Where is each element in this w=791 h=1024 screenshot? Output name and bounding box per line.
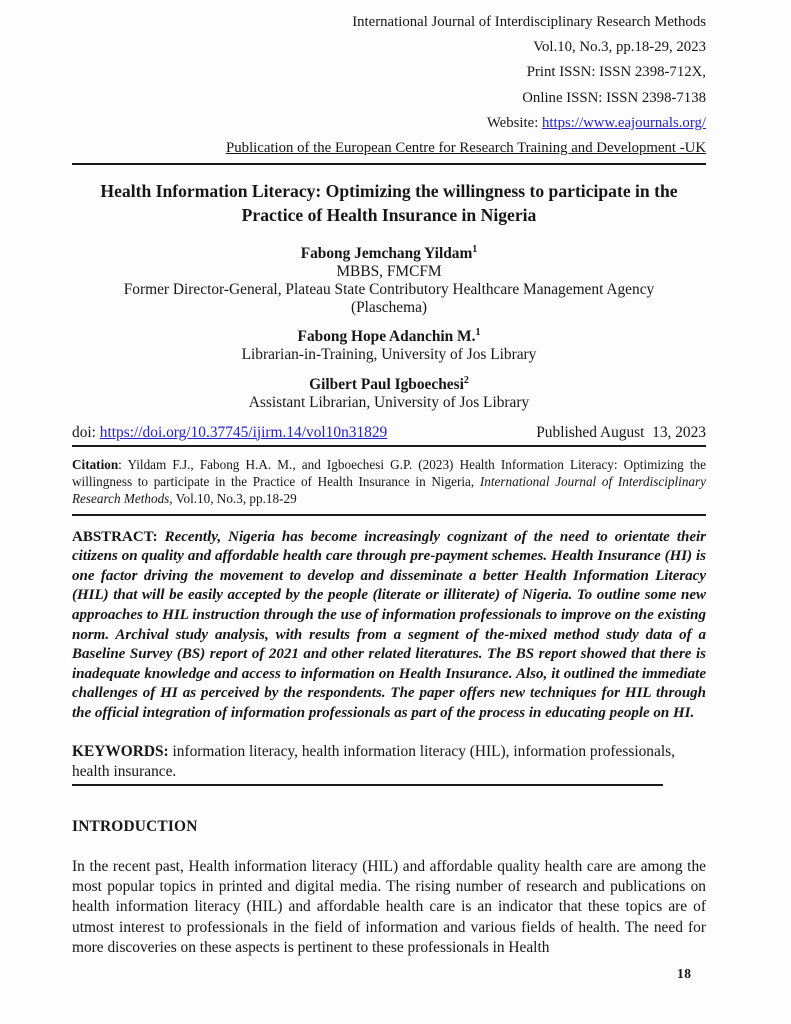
website-label: Website: (486, 114, 543, 131)
citation-block (72, 456, 706, 516)
website-link[interactable]: https://www.eajournals.org/ (542, 114, 706, 131)
citation-label: Citation (72, 456, 119, 472)
author-1-affiliation-abbrev: (Plaschema) (350, 298, 428, 316)
author-3-affiliation-sup: 2 (463, 374, 469, 386)
doi-label: doi: (72, 423, 100, 441)
author-3-name: Gilbert Paul Igboechesi$^2$ (309, 374, 469, 393)
published-date: Published August 13, 2023 (536, 423, 706, 441)
author-1 (72, 245, 706, 316)
doi-row (72, 424, 706, 447)
keywords-section (72, 742, 706, 786)
author-1-name: Fabong Jemchang Yildam$^1$ (300, 244, 478, 263)
keywords-divider (72, 784, 663, 786)
abstract-block (72, 528, 706, 724)
section-heading-introduction: INTRODUCTION (72, 817, 198, 835)
print-issn: Print ISSN: ISSN 2398-712X, (526, 64, 706, 81)
publication-line (72, 136, 706, 165)
author-1-affiliation-sup: 1 (472, 244, 478, 256)
author-2 (72, 328, 706, 364)
online-issn: Online ISSN: ISSN 2398-7138 (522, 89, 706, 106)
keywords-label: KEYWORDS: (72, 742, 169, 760)
journal-volume-issue: Vol.10, No.3, pp.18-29, 2023 (533, 39, 706, 56)
author-1-affiliation: Former Director-General, Plateau State Contributory Healthcare Management Agency (123, 280, 655, 298)
page-content (72, 0, 706, 959)
citation-pages: , Vol.10, No.3, pp.18-29 (169, 490, 297, 506)
journal-name: International Journal of Interdisciplinary Research Methods (352, 14, 706, 30)
keywords-text: information literacy, health information literacy (HIL), information professionals, health insurance. (72, 742, 675, 781)
author-2-affiliation-sup: 1 (475, 327, 481, 339)
citation-journal-name: International Journal of Interdisciplinary Research Methods (72, 473, 706, 506)
author-2-name: Fabong Hope Adanchin M.$^1$ (297, 327, 481, 346)
journal-header (72, 0, 706, 165)
abstract-text: Recently, Nigeria has become increasingly cognizant of the need to orientate their citizens on quality and affordable health care through pre-payment schemes. Health Insurance (HI) is one factor driving the movement to develop and disseminate a better Health Information Literacy (HIL) that will be easily accepted by the people (literate or illiterate) of Nigeria. To outline some new approaches to HIL instruction through the use of information professionals to improve on the existing norm. Archival study analysis, with results from a segment of the-mixed method study data of a Baseline Survey (BS) report of 2021 and other related literatures. The BS report showed that there is inadequate knowledge and access to information on Health Insurance. Also, it outlined the immediate challenges of HI as perceived by the respondents. The paper offers new techniques for HIL through the official integration of information professionals as part of the process in educating people on HI. (72, 528, 706, 721)
author-2-affiliation: Librarian-in-Training, University of Jos Library (241, 346, 537, 364)
author-3-affiliation: Assistant Librarian, University of Jos Library (248, 393, 530, 411)
author-1-credentials: MBBS, FMCFM (336, 263, 442, 281)
page-number: 18 (677, 966, 692, 981)
abstract-label: ABSTRACT: (72, 528, 158, 545)
citation-text: : Yildam F.J., Fabong H.A. M., and Igboechesi G.P. (2023) Health Information Literacy: Optimizing the willingness to participate in the Practice of Health Insurance in Nigeria, (72, 456, 706, 489)
paper-title: Health Information Literacy: Optimizing the willingness to participate in the Practice of Health Insurance in Nigeria (100, 181, 678, 226)
publication-text: Publication of the European Centre for Research Training and Development -UK (226, 140, 706, 157)
doi-line (72, 424, 387, 442)
keywords-block (72, 742, 706, 783)
authors-block (72, 245, 706, 411)
introduction-paragraph: In the recent past, Health information literacy (HIL) and affordable quality health care are among the most popular topics in printed and digital media. The rising number of research and publications on health information literacy (HIL) and affordable health care is an indicator that these topics are of utmost interest to professionals in the field of information and various fields of health. The need for more discoveries on these aspects is pertinent to these professionals in Health (72, 857, 706, 957)
doi-link[interactable]: https://doi.org/10.37745/ijirm.14/vol10n31829 (99, 423, 388, 441)
website-line (72, 111, 706, 136)
author-3 (72, 376, 706, 412)
